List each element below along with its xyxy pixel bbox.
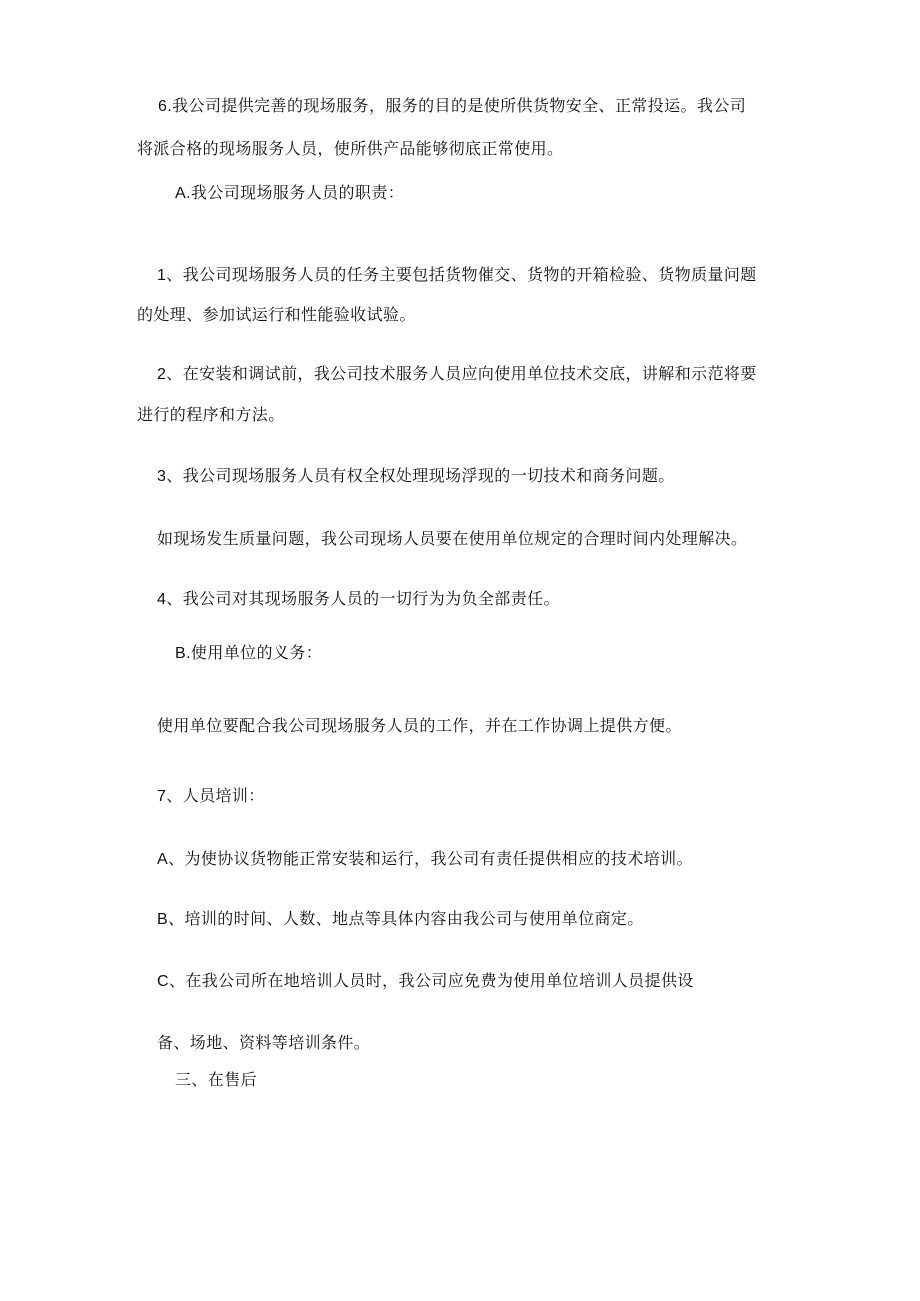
training-item-a: A、为使协议货物能正常安装和运行，我公司有责任提供相应的技术培训。: [157, 851, 693, 868]
quality-issue-paragraph: 如现场发生质量问题，我公司现场人员要在使用单位规定的合理时间内处理解决。: [157, 531, 748, 548]
item-1-line-2: 的处理、参加试运行和性能验收试验。: [137, 307, 416, 324]
section-3-heading: 三、在售后: [175, 1072, 258, 1089]
item-2-line-1: 2、在安装和调试前，我公司技术服务人员应向使用单位技术交底，讲解和示范将要: [157, 366, 757, 383]
item-1-line-1: 1、我公司现场服务人员的任务主要包括货物催交、货物的开箱检验、货物质量问题: [157, 267, 757, 284]
paragraph-6-line-1: 6.我公司提供完善的现场服务，服务的目的是使所供货物安全、正常投运。我公司: [158, 98, 747, 115]
item-3: 3、我公司现场服务人员有权全权处理现场浮现的一切技术和商务问题。: [157, 468, 675, 485]
training-item-c-line-2: 备、场地、资料等培训条件。: [157, 1035, 371, 1052]
section-a-heading: A.我公司现场服务人员的职责：: [175, 185, 405, 202]
training-item-b: B、培训的时间、人数、地点等具体内容由我公司与使用单位商定。: [157, 911, 644, 928]
training-item-c-line-1: C、在我公司所在地培训人员时，我公司应免费为使用单位培训人员提供设: [157, 973, 694, 990]
section-b-paragraph: 使用单位要配合我公司现场服务人员的工作，并在工作协调上提供方便。: [157, 718, 682, 735]
item-4: 4、我公司对其现场服务人员的一切行为为负全部责任。: [157, 591, 560, 608]
paragraph-6-line-2: 将派合格的现场服务人员，使所供产品能够彻底正常使用。: [137, 141, 564, 158]
training-heading: 7、人员培训：: [157, 788, 265, 805]
section-b-heading: B.使用单位的义务：: [175, 645, 323, 662]
item-2-line-2: 进行的程序和方法。: [137, 407, 285, 424]
